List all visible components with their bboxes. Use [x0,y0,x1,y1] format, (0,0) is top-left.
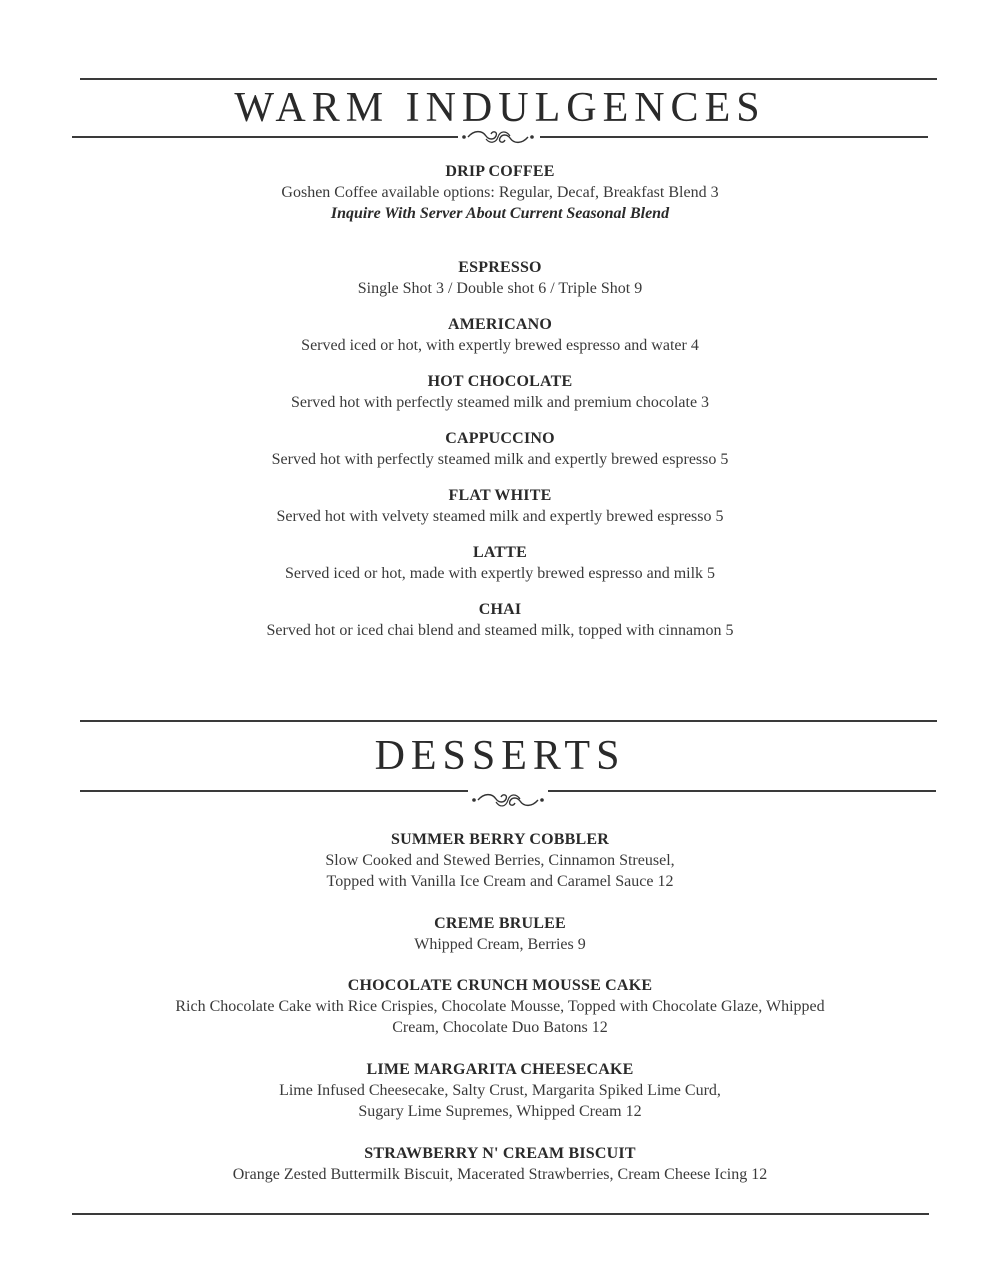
item-description: Served hot with perfectly steamed milk and expertly brewed espresso 5 [271,451,729,468]
item-description: Slow Cooked and Stewed Berries, Cinnamon Streusel, [325,852,675,869]
item-name: AMERICANO [447,316,553,333]
item-note: Inquire With Server About Current Seasonal Blend [330,205,670,222]
item-description: Served hot with velvety steamed milk and expertly brewed espresso 5 [276,508,724,525]
flourish-ornament-icon [470,790,546,812]
menu-item-creme-brulee [0,914,1000,955]
item-name: FLAT WHITE [448,487,552,504]
menu-item-chocolate-crunch-mousse-cake [0,976,1000,1038]
item-description: Served hot with perfectly steamed milk and premium chocolate 3 [290,394,710,411]
section-title-warm-indulgences: WARM INDULGENCES [234,85,766,131]
item-description: Orange Zested Buttermilk Biscuit, Macerated Strawberries, Cream Cheese Icing 12 [232,1166,768,1183]
item-name: SUMMER BERRY COBBLER [391,831,609,848]
item-description: Whipped Cream, Berries 9 [414,936,586,953]
item-description: Served hot or iced chai blend and steamed milk, topped with cinnamon 5 [266,622,734,639]
menu-item-drip-coffee [0,162,1000,224]
menu-item-espresso [0,258,1000,299]
item-name: LIME MARGARITA CHEESECAKE [366,1061,634,1078]
menu-item-cappuccino [0,429,1000,470]
menu-item-americano [0,315,1000,356]
desserts-divider-left [80,790,468,792]
item-name: CHAI [478,601,522,618]
item-description: Goshen Coffee available options: Regular, Decaf, Breakfast Blend 3 [281,184,719,201]
item-description: Single Shot 3 / Double shot 6 / Triple Shot 9 [357,280,643,297]
item-name: STRAWBERRY N' CREAM BISCUIT [364,1145,636,1162]
bottom-rule [72,1213,929,1215]
item-description: Lime Infused Cheesecake, Salty Crust, Margarita Spiked Lime Curd, [279,1082,721,1099]
menu-item-latte [0,543,1000,584]
menu-item-chai [0,600,1000,641]
warm-divider-left [72,136,458,138]
menu-item-summer-berry-cobbler [0,830,1000,892]
desserts-top-rule [80,720,937,722]
menu-item-hot-chocolate [0,372,1000,413]
menu-item-flat-white [0,486,1000,527]
item-description-line2: Topped with Vanilla Ice Cream and Caramel Sauce 12 [326,873,674,890]
section-title-desserts: DESSERTS [374,733,626,779]
item-description: Served iced or hot, with expertly brewed espresso and water 4 [301,337,699,354]
item-name: ESPRESSO [458,259,542,276]
item-name: CAPPUCCINO [445,430,555,447]
flourish-ornament-icon [460,128,536,146]
warm-divider-right [540,136,928,138]
desserts-divider-right [548,790,936,792]
item-description-line2: Sugary Lime Supremes, Whipped Cream 12 [358,1103,642,1120]
item-name: DRIP COFFEE [445,163,555,180]
menu-item-strawberry-n-cream-biscuit [0,1144,1000,1185]
menu-item-lime-margarita-cheesecake [0,1060,1000,1122]
item-description: Rich Chocolate Cake with Rice Crispies, Chocolate Mousse, Topped with Chocolate Glaze, Whipped [175,998,825,1015]
item-description-line2: Cream, Chocolate Duo Batons 12 [392,1019,608,1036]
item-name: CREME BRULEE [434,915,566,932]
item-description: Served iced or hot, made with expertly brewed espresso and milk 5 [284,565,716,582]
item-name: LATTE [472,544,528,561]
item-name: CHOCOLATE CRUNCH MOUSSE CAKE [347,977,653,994]
top-rule [80,78,937,80]
item-name: HOT CHOCOLATE [427,373,573,390]
